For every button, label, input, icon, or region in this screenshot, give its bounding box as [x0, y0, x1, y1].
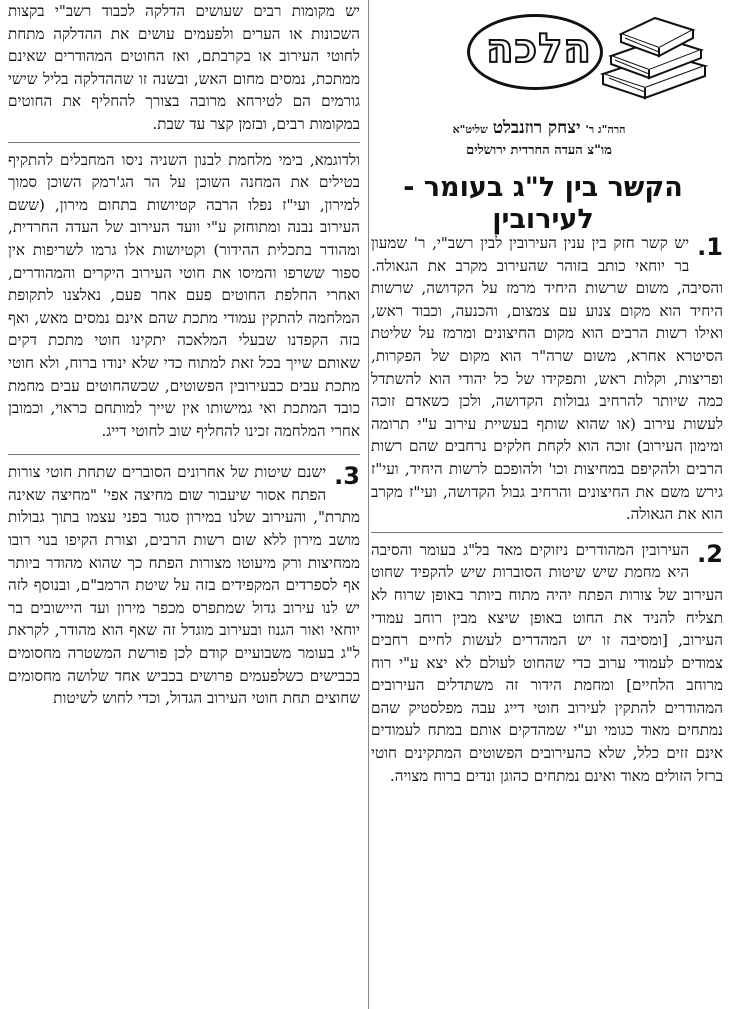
section-number: 3.	[334, 462, 360, 491]
halacha-logo	[473, 4, 713, 104]
section-1	[371, 232, 723, 526]
article-header	[371, 0, 723, 235]
right-column	[371, 0, 723, 1009]
section-continued	[8, 0, 360, 136]
article-title: הקשר בין ל"ג בעומר - לעירובין	[403, 172, 683, 235]
logo-text: הלכה	[486, 26, 592, 72]
section-2	[371, 539, 723, 788]
section-number: 1.	[697, 233, 723, 261]
left-column	[8, 0, 360, 1009]
section-continued-2	[8, 149, 360, 443]
author-affiliation: מו"צ העדה החרדית ירושלים	[466, 143, 612, 158]
section-divider	[8, 142, 360, 143]
author-byline	[379, 118, 699, 138]
byline-prefix: הרה"ג ר'	[585, 123, 626, 136]
section-text: העירובין המהודרים ניזוקים מאד בל"ג בעומר והסיבה היא מחמת שיש שיטות הסוברות שיש להקפיד שחוט העירוב של צורות הפתח יהיה מתוח ביותר באופן שרוח לא תצליח להניד את החוט באופן שיצא מבין רוחב עמודי העירוב, [ומסיבה זו יש המהדרים לעשות לחיים רחבים צמודים לעמודי ערוב כדי שהחוט לעולם לא יצא ע"י רוח מרוחב הלחיים] ומחמת הידור זה משתדלים העירובים המהודרים להתקין לעירוב חוטי דייג עבה מפלסטיק שהם נמתחים מאוד כגומי וע"י שמהדקים אותם במתח לעמודים אינם זזים כלל, שלא כהעירובים הפשוטים המתקינים חוטי ברזל הזולים מאוד ואינם נמתחים כהוגן ונדים ברוח מצויה.	[371, 540, 723, 785]
byline-suffix: שליט"א	[452, 123, 488, 136]
section-number: 2.	[697, 539, 723, 568]
section-text: יש קשר חזק בין ענין העירובין לבין רשב"י, ר' שמעון בר יוחאי כותב בזוהר שהעירוב מקרב את הגאולה. והסיבה, משום שרשות היחיד מרמז על הקדושה, שרשות היחיד הוא מקום צנוע עם צמצום, והכנעה, וכבוד ראש, ואילו רשות הרבים הוא מקום החיצונים ומרמז על שליטת הסיטרא אחרא, משום שרה"ר הוא מקום של הפקרות, ופריצות, וקלות ראש, ותפקידו של כל יהודי הוא להשתדל כמה שיותר להרחיב גבולות הקדושה, ולכן כשאדם זוכה לעשות עירוב (או שהוא שותף בעשיית עירוב ע"י תרומה ומימון העירוב) זוכה הוא לקחת חלקים נרחבים שהם רשות הרבים ולהקיפם במחיצות וכו' ולהופכם לרשות היחיד, ועי"ז גירש משם את החיצונים והרחיב גבול הקדושה, ועי"ז מקרב הוא את הגאולה.	[371, 234, 723, 524]
column-divider	[368, 0, 369, 1009]
section-divider	[371, 532, 723, 533]
author-name: יצחק רוזנבלט	[492, 118, 581, 138]
paragraph: יש מקומות רבים שעושים הדלקה לכבוד רשב"י בקצות השכונות או הערים ולפעמים עושים את ההדלקה מתחת לחוטי העירוב או בקרבתם, ואז החוטים המהודרים שאינם ממתכת, נמסים מחום האש, ובשנה זו שההדלקה בליל שישי גורמים הם לטירחא מרובה בצורך להחליף את החוטים במקומות רבים, ובזמן קצר עד שבת.	[8, 2, 360, 133]
section-3	[8, 461, 360, 710]
paragraph: ולדוגמא, בימי מלחמת לבנון השניה ניסו המחבלים להתקיף בטילים את המחנה השוכן על הר הג'רמק השוכן סמוך למירון, ועי"ז נפלו הרבה קטיושות בתחום מירון, (ששם העירוב נבנה ומתוחזק ע"י וועד העירוב של העדה החרדית, ומהודר בתכלית ההידור) וקטיושות אלו גרמו לשריפות אין ספור ששרפו והמיסו את חוטי העירוב היקרים והמהודרים, ואחרי החלפת החוטים פעם אחר פעם, נאלצנו לתקופת המלחמה להתקין עמודי מתכת שהם אינם נמסים מאש, ואף בזה הקפדנו שבעלי המלאכה יתקינו חוטי מתכת דקים שאותם שייך בכל זאת למתוח כדי שלא ינודו ברוח, ולא חוטי מתכת עבים כבעירובין הפשוטים, שכשהחוטים עבים מחמת כובד המתכת ואי גמישותו אין שייך למותחם כראוי, וכמובן אחרי המלחמה זכינו להחליף שוב לחוטי דייג.	[8, 150, 360, 440]
section-text: ישנם שיטות של אחרונים הסוברים שתחת חוטי צורות הפתח אסור שיעבור שום מחיצה אפי' "מחיצה שאינה מתרת", והעירוב שלנו במירון סגור בפני עצמו בתוך גבולות מושב מירון ללא שום רשות הרבים, וצורת הקיפו בנוי רובו ממחיצות ורק מיעוטו מצורות הפתח כך שהוא מהודר ביותר אף לספרדים המקפידים בזה על שיטת הרמב"ם, ובנוסף לזה יש לנו עירוב גדול שמתפרס מכפר מירון ועד היישובים בר יוחאי ואור הגנוז ובעירוב מוגדל זה שאף הוא מהודר, לקראת ל"ג בעומר משבועיים קודם לכן פורשת המשטרה מחסומים בכבישים כשלפעמים פרושים בכביש אחד שלושה מחסומים שחוצים תחת חוטי העירוב הגדול, וכדי לחוש לשיטות	[8, 463, 360, 708]
section-divider	[8, 454, 360, 455]
books-icon	[593, 4, 713, 104]
